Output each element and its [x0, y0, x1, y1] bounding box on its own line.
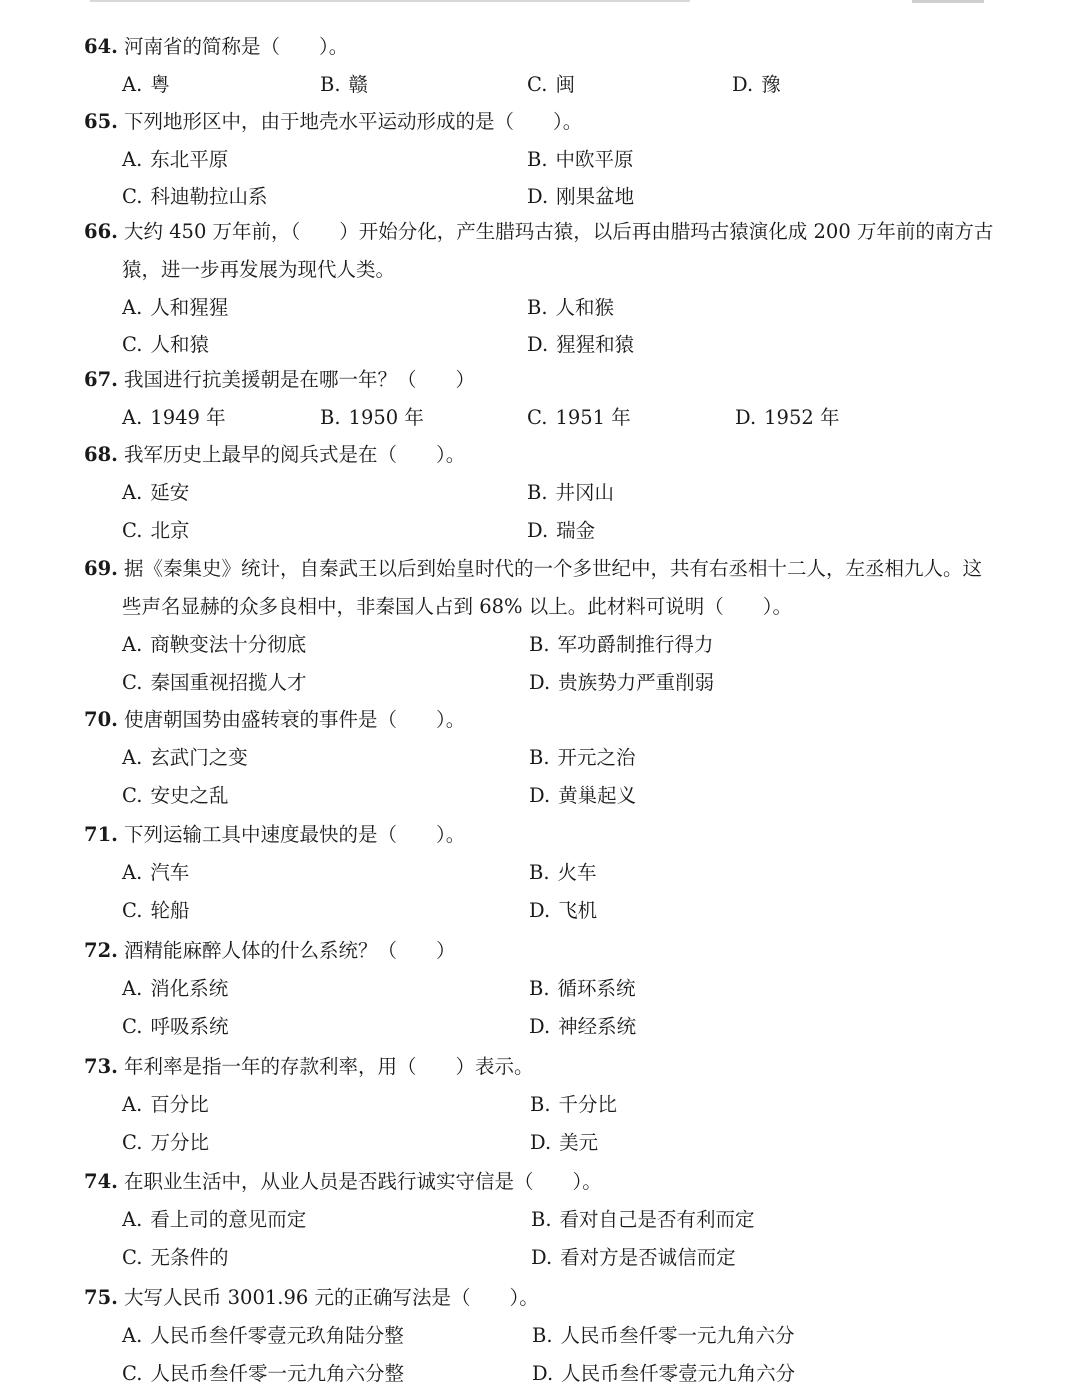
question-74 — [84, 1163, 1014, 1269]
question-70 — [84, 701, 1014, 807]
option-a[interactable]: A. 看上司的意见而定 — [122, 1208, 307, 1231]
question-stem: 在职业生活中，从业人员是否践行诚实守信是（ ）。 — [123, 1170, 602, 1193]
question-71 — [84, 816, 1014, 922]
option-a[interactable]: A. 人民币叁仟零壹元玖角陆分整 — [122, 1324, 404, 1347]
option-b[interactable]: B. 看对自己是否有利而定 — [531, 1208, 755, 1231]
option-a[interactable]: A. 百分比 — [122, 1093, 209, 1116]
question-stem: 河南省的简称是（ ）。 — [123, 35, 349, 58]
question-stem: 使唐朝国势由盛转衰的事件是（ ）。 — [123, 708, 466, 731]
question-stem: 我军历史上最早的阅兵式是在（ ）。 — [123, 443, 466, 466]
question-stem: 大约 450 万年前，（ ）开始分化，产生腊玛古猿，以后再由腊玛古猿演化成 200 万年前的南方古 — [123, 220, 994, 243]
question-stem: 年利率是指一年的存款利率，用（ ）表示。 — [123, 1055, 534, 1078]
question-64 — [84, 28, 1014, 96]
question-68 — [84, 436, 1014, 542]
question-number: 72. — [84, 939, 118, 962]
option-c[interactable]: C. 1951 年 — [527, 406, 631, 429]
option-b[interactable]: B. 赣 — [320, 73, 369, 96]
option-c[interactable]: C. 秦国重视招揽人才 — [122, 671, 307, 694]
option-c[interactable]: C. 人民币叁仟零一元九角六分整 — [122, 1362, 404, 1385]
question-66 — [84, 213, 1014, 356]
question-stem-continued: 猿，进一步再发展为现代人类。 — [122, 258, 396, 281]
option-d[interactable]: D. 刚果盆地 — [527, 185, 635, 208]
question-number: 74. — [84, 1170, 118, 1193]
option-c[interactable]: C. 万分比 — [122, 1131, 209, 1154]
option-d[interactable]: D. 飞机 — [529, 899, 598, 922]
option-d[interactable]: D. 1952 年 — [735, 406, 840, 429]
question-65 — [84, 103, 1014, 208]
option-d[interactable]: D. 贵族势力严重削弱 — [529, 671, 715, 694]
option-a[interactable]: A. 汽车 — [122, 861, 190, 884]
question-number: 68. — [84, 443, 118, 466]
option-d[interactable]: D. 黄巢起义 — [529, 784, 637, 807]
option-d[interactable]: D. 猩猩和猿 — [527, 333, 635, 356]
question-stem: 酒精能麻醉人体的什么系统？（ ） — [123, 939, 456, 962]
option-b[interactable]: B. 人和猴 — [527, 296, 615, 319]
question-number: 66. — [84, 220, 118, 243]
option-b[interactable]: B. 1950 年 — [320, 406, 424, 429]
question-stem-continued: 些声名显赫的众多良相中，非秦国人占到 68% 以上。此材料可说明（ ）。 — [122, 595, 792, 618]
option-d[interactable]: D. 豫 — [732, 73, 781, 96]
question-73 — [84, 1048, 1014, 1154]
option-a[interactable]: A. 延安 — [122, 481, 190, 504]
question-number: 64. — [84, 35, 118, 58]
option-b[interactable]: B. 人民币叁仟零一元九角六分 — [532, 1324, 795, 1347]
option-b[interactable]: B. 循环系统 — [529, 977, 636, 1000]
question-72 — [84, 932, 1014, 1038]
option-a[interactable]: A. 1949 年 — [122, 406, 226, 429]
question-number: 70. — [84, 708, 118, 731]
question-69 — [84, 550, 1014, 694]
option-d[interactable]: D. 神经系统 — [529, 1015, 637, 1038]
option-c[interactable]: C. 科迪勒拉山系 — [122, 185, 268, 208]
option-a[interactable]: A. 玄武门之变 — [122, 746, 248, 769]
option-d[interactable]: D. 瑞金 — [527, 519, 596, 542]
question-stem: 我国进行抗美援朝是在哪一年？（ ） — [123, 368, 475, 391]
question-stem: 据《秦集史》统计，自秦武王以后到始皇时代的一个多世纪中，共有右丞相十二人，左丞相九人。这 — [123, 557, 982, 580]
question-stem: 下列运输工具中速度最快的是（ ）。 — [123, 823, 466, 846]
question-75 — [84, 1279, 1014, 1385]
option-d[interactable]: D. 人民币叁仟零壹元九角六分 — [532, 1362, 796, 1385]
option-b[interactable]: B. 中欧平原 — [527, 148, 634, 171]
option-c[interactable]: C. 人和猿 — [122, 333, 209, 356]
option-c[interactable]: C. 北京 — [122, 519, 190, 542]
option-c[interactable]: C. 轮船 — [122, 899, 190, 922]
question-number: 73. — [84, 1055, 118, 1078]
question-number: 69. — [84, 557, 118, 580]
option-a[interactable]: A. 商鞅变法十分彻底 — [122, 633, 307, 656]
option-a[interactable]: A. 粤 — [122, 73, 170, 96]
option-b[interactable]: B. 千分比 — [530, 1093, 618, 1116]
option-a[interactable]: A. 东北平原 — [122, 148, 229, 171]
question-number: 75. — [84, 1286, 118, 1309]
option-c[interactable]: C. 安史之乱 — [122, 784, 229, 807]
option-a[interactable]: A. 人和猩猩 — [122, 296, 229, 319]
option-a[interactable]: A. 消化系统 — [122, 977, 229, 1000]
question-number: 71. — [84, 823, 118, 846]
option-b[interactable]: B. 井冈山 — [527, 481, 615, 504]
option-d[interactable]: D. 美元 — [530, 1131, 599, 1154]
option-b[interactable]: B. 火车 — [529, 861, 597, 884]
option-c[interactable]: C. 呼吸系统 — [122, 1015, 229, 1038]
question-stem: 大写人民币 3001.96 元的正确写法是（ ）。 — [123, 1286, 539, 1309]
option-b[interactable]: B. 开元之治 — [529, 746, 636, 769]
question-stem: 下列地形区中，由于地壳水平运动形成的是（ ）。 — [123, 110, 583, 133]
option-c[interactable]: C. 闽 — [527, 73, 575, 96]
question-number: 67. — [84, 368, 118, 391]
option-d[interactable]: D. 看对方是否诚信而定 — [531, 1246, 736, 1269]
question-67 — [84, 361, 1014, 429]
option-b[interactable]: B. 军功爵制推行得力 — [529, 633, 714, 656]
option-c[interactable]: C. 无条件的 — [122, 1246, 229, 1269]
question-number: 65. — [84, 110, 118, 133]
